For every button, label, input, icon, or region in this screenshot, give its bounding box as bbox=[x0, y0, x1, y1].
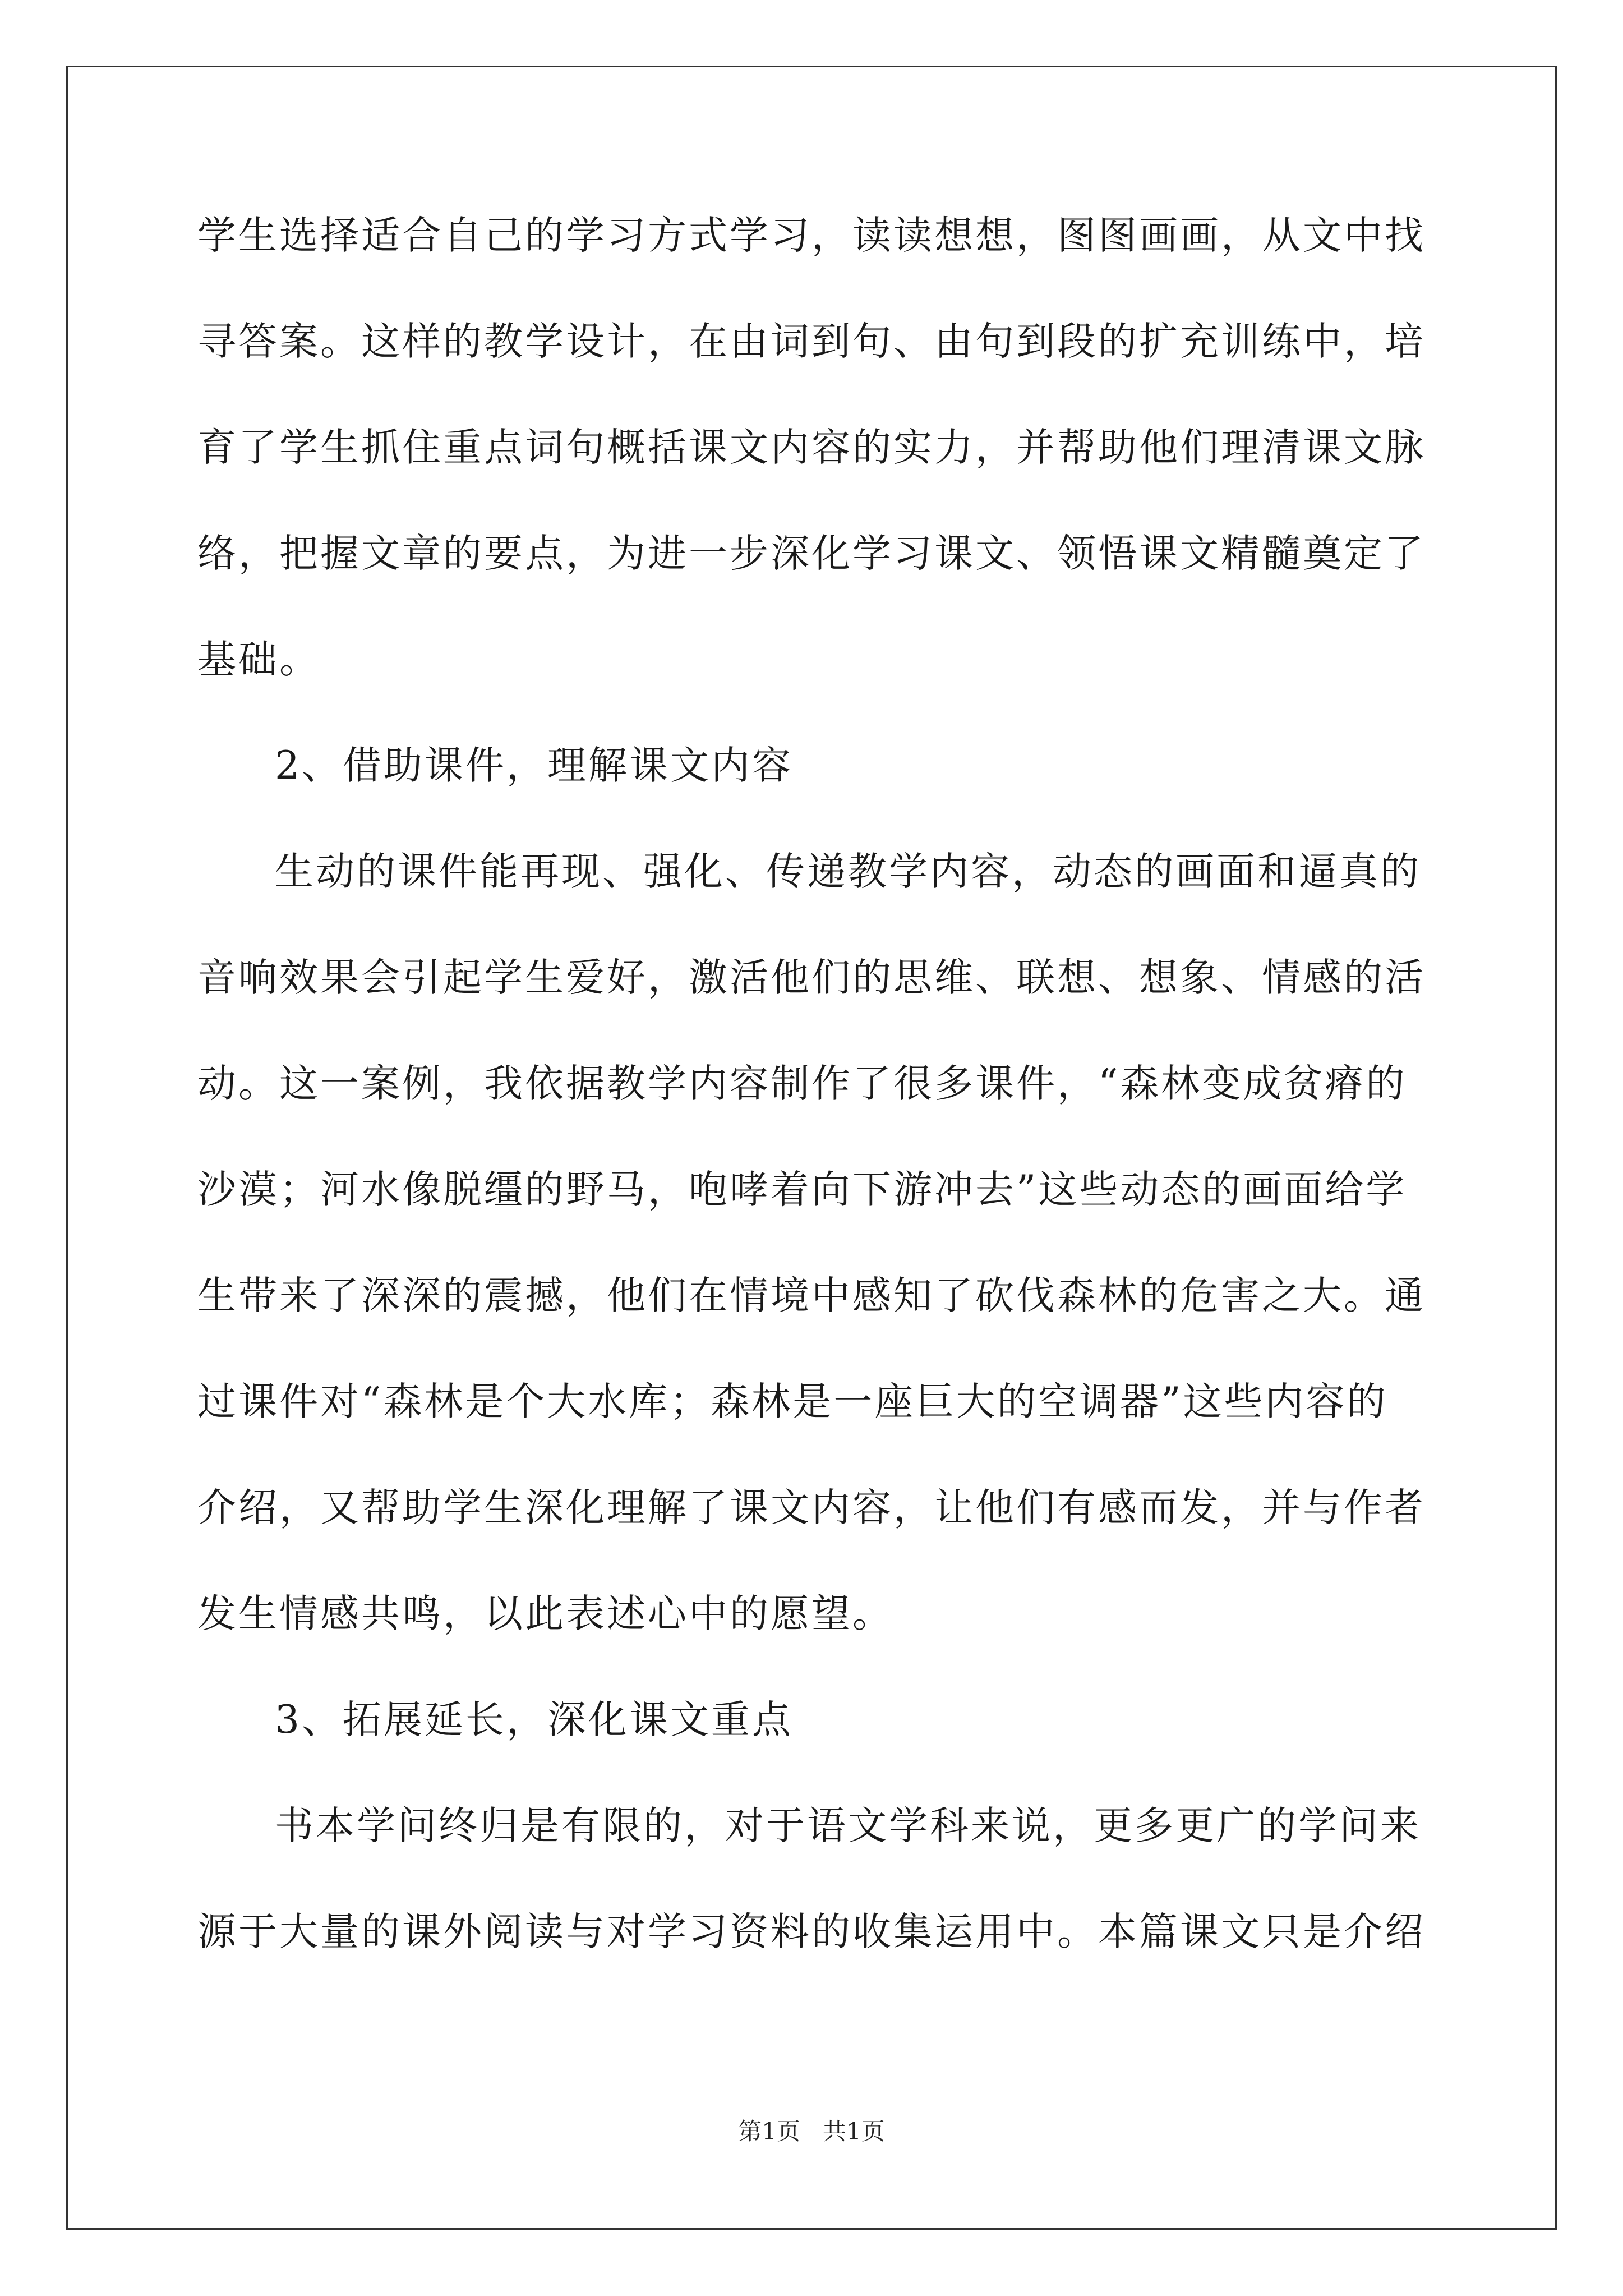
text-line-12: 过课件对“森林是个大水库；森林是一座巨大的空调器”这些内容的 bbox=[197, 1379, 1388, 1424]
text-line-2: 寻答案。这样的教学设计，在由词到句、由句到段的扩充训练中，培 bbox=[197, 319, 1426, 364]
document-body bbox=[197, 210, 1429, 1957]
text-line-13: 介绍，又帮助学生深化理解了课文内容，让他们有感而发，并与作者 bbox=[197, 1485, 1426, 1530]
text-line-14: 发生情感共鸣，以此表述心中的愿望。 bbox=[197, 1591, 893, 1636]
page-number-total: 共1页 bbox=[823, 2118, 885, 2145]
text-line-9: 动。这一案例，我依据教学内容制作了很多课件，“森林变成贫瘠的 bbox=[197, 1061, 1407, 1106]
text-line-1: 学生选择适合自己的学习方式学习，读读想想，图图画画，从文中找 bbox=[197, 213, 1426, 258]
text-line-11: 生带来了深深的震撼，他们在情境中感知了砍伐森林的危害之大。通 bbox=[197, 1273, 1426, 1318]
section-heading-3: 3、拓展延长，深化课文重点 bbox=[275, 1697, 793, 1742]
text-line-4: 络，把握文章的要点，为进一步深化学习课文、领悟课文精髓奠定了 bbox=[197, 531, 1426, 576]
page-footer bbox=[0, 2118, 1623, 2146]
text-line-7: 生动的课件能再现、强化、传递教学内容，动态的画面和逼真的 bbox=[275, 849, 1421, 894]
page-number-current: 第1页 bbox=[738, 2118, 800, 2145]
text-line-10: 沙漠；河水像脱缰的野马，咆哮着向下游冲去”这些动态的画面给学 bbox=[197, 1167, 1407, 1212]
text-line-17: 源于大量的课外阅读与对学习资料的收集运用中。本篇课文只是介绍 bbox=[197, 1910, 1426, 1954]
footer-spacer bbox=[800, 2118, 823, 2145]
text-line-5: 基础。 bbox=[197, 637, 320, 682]
text-line-8: 音响效果会引起学生爱好，激活他们的思维、联想、想象、情感的活 bbox=[197, 955, 1426, 1000]
section-heading-2: 2、借助课件，理解课文内容 bbox=[275, 743, 793, 788]
text-line-3: 育了学生抓住重点词句概括课文内容的实力，并帮助他们理清课文脉 bbox=[197, 425, 1426, 470]
text-line-16: 书本学问终归是有限的，对于语文学科来说，更多更广的学问来 bbox=[275, 1803, 1421, 1848]
